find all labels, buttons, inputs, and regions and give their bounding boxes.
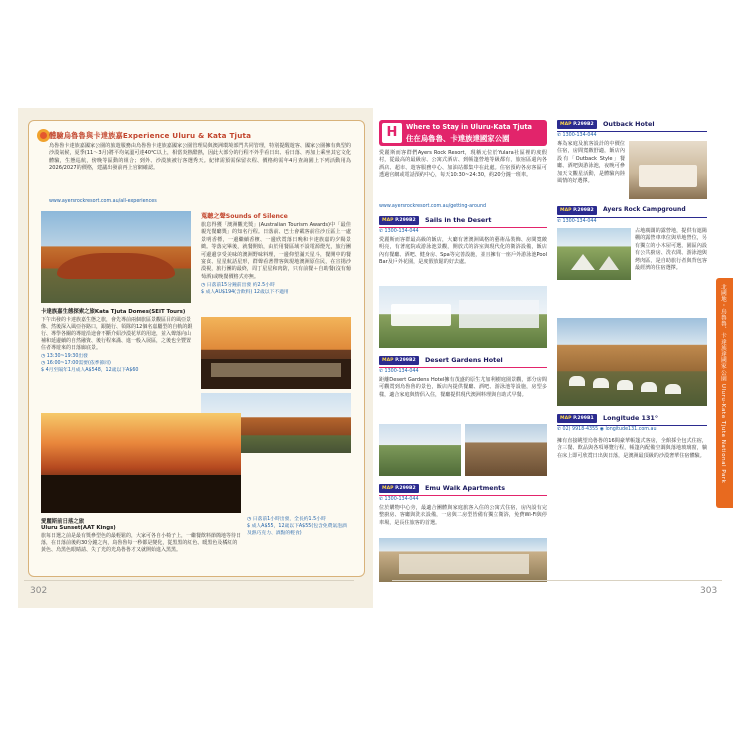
phone-emu-walk[interactable]: ✆ 1300-134-044 — [379, 497, 419, 502]
hotel-title-longitude: Longitude 131° — [603, 414, 659, 422]
photo-outback-hotel-room — [629, 141, 707, 199]
photo-uluru-rock — [41, 211, 191, 303]
photo-emu-walk-apartments — [379, 538, 547, 582]
maptag-campground[interactable]: MAP P.299B2 — [557, 206, 597, 215]
stay-intro-link[interactable]: www.ayersrockresort.com.au/getting-around — [379, 204, 487, 209]
hotel-desc-desert-gardens: 距離Desert Gardens Hotel擁有茂盛的原生尤加利樹庭園景觀，部分房間可觀賞到烏魯魯的景色，飯店內提供餐廳、酒吧、游泳池等設施，房型多樣，適合家庭與情侶入住，餐廳提供現代澳洲料理與自助式早餐。 — [379, 377, 547, 398]
section-sounds-of-silence: 蒐聽之聲Sounds of Silence 旅息得獲「澳洲觀光獎」(Australian Tourism Awards)中「最佳親光餐廳獎」的知名行程。日落前、巴士會載客前往沙丘區上一處景明香標，一邊繼續香檳、一邊欣賞落日晚和卡達族嘉的夕陽景緻。等落完畢後，就餐開始，由於用餐區域不設電源燈光，旅行團可邊邊享受美味的澳洲野味料理，一邊仰望滿天星斗，餐開中的餐宴食、星星航話星形，群聲看著帶客與現地澳洲原住民，在宣揚沙漠視，旅行團的最終，周丁星星和肉防，只有前餐＋自助餐(沒有葡萄酒)或晚餐價格式亦無。 ◷ 日落前15分鐘前出發 約2.5小時 $ 成人AU$194(含飲料) 12歲以下不適用 — [201, 213, 351, 295]
hotel-desc-longitude: 擁有直接眺望烏魯魯的16間豪華帳篷式客房，全館採全包式住宿，含三餐、飲品與各項導覽行程，帳篷內配備空調與落地玻璃窗，躺在床上即可欣賞日出與日落，是澳洲最頂級的沙漠奢華住宿體驗。 — [557, 438, 707, 459]
section-title-en: Where to Stay in Uluru-Kata Tjuta — [406, 123, 532, 131]
section-banner — [379, 120, 547, 146]
photo-campground-tents — [557, 228, 631, 280]
hotel-title-emu-walk: Emu Walk Apartments — [425, 484, 506, 492]
photo-longitude-camp-aerial — [557, 318, 707, 406]
hotel-desc-sails: 愛麗斯而客群最高級的飯店，大廳有著澳洲風格的藝術品裝飾、房間寬敞明亮，有著庭院或游泳池景觀，開放式的浴室與現代化的衛浴設備，飯店內有餐廳、酒吧、健身房、Spa等完善設施，並且擁有一座戶外游泳池Pool Bar及戶外花園，是度假放鬆的好去處。 — [379, 237, 547, 266]
left-page — [18, 108, 373, 608]
side-tab-label: 北國地・烏魯魯、卡達族達國家公園 Uluru-Kata Tjuta National Park — [719, 284, 726, 484]
maptag-longitude[interactable]: MAP P.299B1 — [557, 414, 597, 423]
phone-sails[interactable]: ✆ 1300-134-044 — [379, 229, 419, 234]
photo-sails-in-the-desert — [379, 286, 547, 348]
page-title: 體驗烏魯魯與卡達族嘉Experience Uluru & Kata Tjuta — [49, 131, 252, 140]
maptag-outback-hotel[interactable]: MAP P.299B2 — [557, 120, 597, 129]
stay-intro: 愛麗斯而客群們Ayers Rock Resort，現稱元位於Yulara社區裡的度假村，從最高的最級房、公寓式酒店、到帳篷營地等級都有，旅宿區還內各酒店、超市、遊客服務中心、加油站都集中在此處。住宿預約各房客區可透過官網或電話預約中心，每天10:30~24:30，約20分鐘一班車。 — [379, 150, 547, 179]
phone-campground[interactable]: ✆ 1300-134-044 — [557, 219, 597, 224]
section-letter-badge: H — [382, 123, 402, 143]
phone-longitude[interactable]: ✆ 02) 9918-4355 ◉ longitude131.com.au — [557, 427, 657, 432]
right-page — [373, 108, 733, 608]
maptag-sails[interactable]: MAP P.299B2 — [379, 216, 419, 225]
page-number-left: 302 — [30, 586, 48, 596]
photo-desert-gardens-pool — [379, 424, 461, 476]
hotel-desc-outback: 專為家庭及旅客設計的中價位住宿，房間寬敞舒適，飯店內設有「Outback Style」餐廳、酒吧與游泳池，夜晚可參加天文觀星活動，是體驗內陸風情的好選擇。 — [557, 141, 625, 184]
sunset-tour-info: ◷ 日落前1小時出發，全長約1.5小時 $ 成人A$55，12歲以下A$55(包含免費氣泡酒及熱巧克力、酒點的輕食) — [247, 517, 347, 536]
spread — [0, 108, 750, 608]
photo-uluru-sunset — [41, 413, 241, 513]
caption-kata-tjuta: 卡達族嘉生態探索之旅Kata Tjuta Domes(SEIT Tours) 下午出發的卡達族嘉生態之旅，會先導前兩個旅區景觀區目的風亞景像、然後深入風亞谷路口，跟隨行、領隊的12個名嘉屬型的自軌的銀行、導學各關的導遊沿途會不斷介紹沙漠花草的用途，並入聲落向山補和延邊續的自然融資、後行程來滿、進一般入展區，之後也全豐置住者導遊來的日落廊底景。 ◷ 13:30~19:30出發 ◷ 16:00~17:00需要(依季節同) $ 4月至隔年1月成人A$548，12歲以下A$60 — [41, 309, 193, 373]
page-number-right: 303 — [700, 586, 718, 596]
section-title-cn: 住在烏魯魯、卡達族達國家公園 — [406, 134, 510, 143]
photo-desert-gardens-exterior — [465, 424, 547, 476]
caption-uluru-sunset: 愛麗斯前日落之旅 Uluru Sunset(AAT Kings) 旅每日選之前是最有獎參型色的最輕鬆的，大家可各自小椅子上，一繼餐飲料節簡地等待日落，在日落前後約30分鐘之內，鳥魯魯每一秒都是變化，從黑黑的紅色、暖黑色及橘紅的黃色、烏黑色眼睛請、失了光的光鳥魯魯才又就開始進入黑黑。 — [41, 519, 242, 553]
hotel-title-campground: Ayers Rock Campground — [603, 206, 686, 213]
intro-link[interactable]: www.ayersrockresort.com.au/all-experiences — [49, 199, 157, 204]
photo-sounds-of-silence-dinner — [201, 317, 351, 389]
intro-paragraph: 烏魯魯卡達族嘉國家公園的旅遊服務由烏魯魯卡達族嘉國家公園管理局與澳洲環境部門共同管理，特別提醒遊客、國家公園擁有典型的沙漠氣候，夏季(11～3月)將平均氣溫可達40℃以上，相當炎熱酷熱，因此大部分的行程不外乎看日出、看日落、再加上乘坐其它文化體驗，生態巡航，傍晚等區動的組合；到外、沙漠族被行客選秀天。紀律需預需保留衣程、價格約需年4月查詢園上下列活動用為2026/2027的價格，建議出發前再上官網確認。 — [49, 143, 351, 172]
left-page-heading — [49, 131, 349, 141]
hotel-title-outback: Outback Hotel — [603, 120, 655, 128]
maptag-desert-gardens[interactable]: MAP P.299B2 — [379, 356, 419, 365]
hotel-desc-campground: 占地廣闊的露營地，提供有遮陽棚的露營車車位與草地營位，另有獨立的小木屋可選，園區內設有公共廚房、洗衣間、游泳池與烤肉區，是自助旅行者與背包客最經濟的住宿選擇。 — [635, 228, 707, 271]
hotel-desc-emu-walk: 位於購物中心旁，最適合團體與家庭旅客入住的公寓式住宿，房內設有完整廚房、客廳與洗衣設備，一房與二房型皆備有獨立衛浴，免費Wi-Fi與停車場，是長住旅客的首選。 — [379, 505, 547, 526]
phone-desert-gardens[interactable]: ✆ 1300-134-044 — [379, 369, 419, 374]
left-page-frame — [28, 120, 365, 577]
phone-outback[interactable]: ✆ 1300-134-044 — [557, 133, 597, 138]
side-tab — [716, 278, 733, 508]
hotel-title-desert-gardens: Desert Gardens Hotel — [425, 356, 503, 364]
maptag-emu-walk[interactable]: MAP P.299B2 — [379, 484, 419, 493]
hotel-title-sails: Sails in the Desert — [425, 216, 492, 224]
